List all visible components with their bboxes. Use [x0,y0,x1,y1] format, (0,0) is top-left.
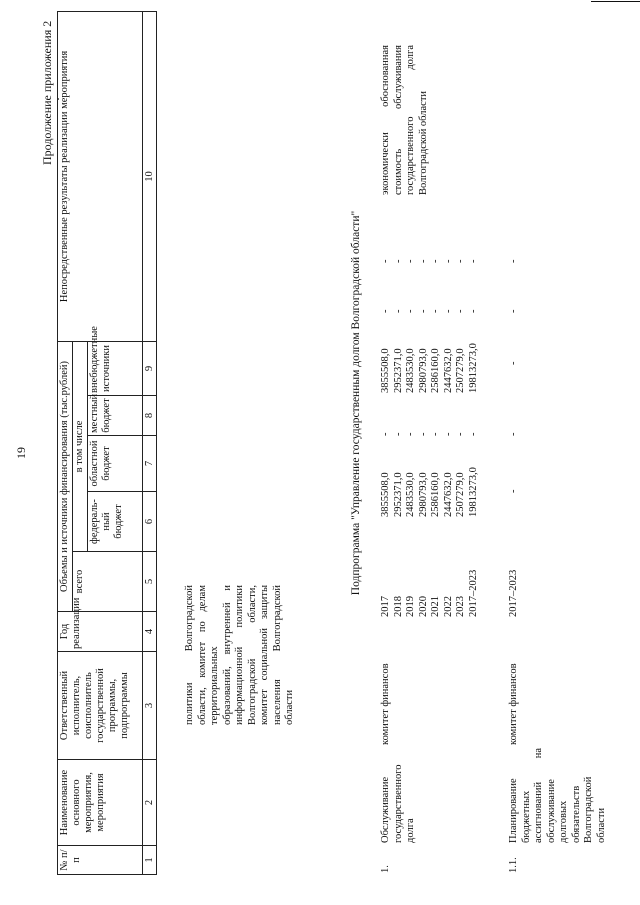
year: 2017–2023 [467,569,479,617]
row-federal [380,416,480,436]
extra-value: - [467,259,479,263]
extra-value: - [392,259,404,263]
row-federal: - [508,432,519,436]
row-executor: комитет финансов [508,663,519,745]
federal-value: - [392,432,404,436]
federal-value: - [405,432,416,436]
regional-value: 19813273,0 [467,343,479,393]
header-regional: областной бюджет [88,436,143,492]
row-executor: комитет финансов [380,663,391,745]
row-years: 2017–2023 [508,569,519,617]
header-including: в том числе [73,341,88,551]
prev-executor-text: политики Волгоградской области, комитет по делам территориальных образований, внутренней и информационной политики Волгоградской области, комитет социальной защиты населения Волгоградской области [184,585,295,725]
local-value: - [380,309,391,313]
row-name: Планирование бюджетных ассигнований на обслуживание долговых обязательств Волгоградской области [508,748,607,843]
year: 2017 [380,596,391,617]
year: 2021 [430,596,441,617]
header-total: всего [73,552,143,612]
local-value: - [417,309,429,313]
header-name: Наименование основного мероприятия, мероприятия [58,760,143,846]
row-total: - [508,489,519,493]
regional-value: 2447632,0 [442,348,454,393]
total-value: 2586160,0 [430,472,441,517]
year: 2022 [442,596,454,617]
row-total [380,455,480,517]
page-number: 19 [14,447,28,459]
extra-value: - [455,259,466,263]
row-number: 1.1. [508,857,519,873]
year: 2023 [455,596,466,617]
year: 2020 [417,596,429,617]
extra-value: - [430,259,441,263]
regional-value: 2507279,0 [455,348,466,393]
total-value: 19813273,0 [467,467,479,517]
col-number: 1 [143,846,157,875]
row-name: Обслуживание государственного долга [380,764,416,843]
total-value: 2507279,0 [455,472,466,517]
local-value: - [467,309,479,313]
header-table [57,11,157,875]
local-value: - [442,309,454,313]
row-extra: - [508,259,519,263]
row-regional [380,331,480,393]
col-number: 10 [143,11,157,341]
col-number: 2 [143,760,157,846]
row-result: экономически обоснованная стоимость обслуживания государственного долга Волгоградской области [380,45,429,195]
local-value: - [455,309,466,313]
local-value: - [392,309,404,313]
col-number: 4 [143,612,157,652]
total-value: 2447632,0 [442,472,454,517]
federal-value: - [380,432,391,436]
year: 2019 [405,596,416,617]
row-local: - [508,309,519,313]
row-number: 1. [380,865,391,873]
col-number: 5 [143,552,157,612]
subprogram-title: Подпрограмма "Управление государственным долгом Волгоградской области" [350,210,362,596]
regional-value: 2483530,0 [405,348,416,393]
row-extra [380,243,480,263]
regional-value: 2586160,0 [430,348,441,393]
total-value: 3855508,0 [380,472,391,517]
total-value: 2483530,0 [405,472,416,517]
row-regional: - [508,361,519,365]
federal-value: - [442,432,454,436]
header-year: Год реализации [58,612,143,652]
header-financing: Объемы и источники финансирования (тыс.рублей) [58,341,73,611]
header-results: Непосредственные результаты реализации мероприятия [58,11,143,341]
header-federal: федераль-ный бюджет [88,492,143,552]
federal-value: - [430,432,441,436]
year: 2018 [392,596,404,617]
regional-value: 2952371,0 [392,348,404,393]
local-value: - [405,309,416,313]
row-years [380,557,480,617]
extra-value: - [405,259,416,263]
regional-value: 2980793,0 [417,348,429,393]
header-executor: Ответственный исполнитель, соисполнитель государственной программы, подпрограммы [58,652,143,760]
header-local: местный бюджет [88,396,143,436]
federal-value: - [455,432,466,436]
header-extra: внебюджетные источники [88,341,143,395]
continuation-label: Продолжение приложения 2 [40,20,54,165]
col-number: 9 [143,341,157,395]
total-value: 2952371,0 [392,472,404,517]
col-number: 7 [143,436,157,492]
col-number: 3 [143,652,157,760]
total-value: 2980793,0 [417,472,429,517]
regional-value: 3855508,0 [380,348,391,393]
row-local [380,293,480,313]
extra-value: - [380,259,391,263]
col-number: 8 [143,396,157,436]
extra-value: - [442,259,454,263]
local-value: - [430,309,441,313]
federal-value: - [467,432,479,436]
extra-value: - [417,259,429,263]
federal-value: - [417,432,429,436]
header-num: № п/п [58,846,143,875]
col-number: 6 [143,492,157,552]
